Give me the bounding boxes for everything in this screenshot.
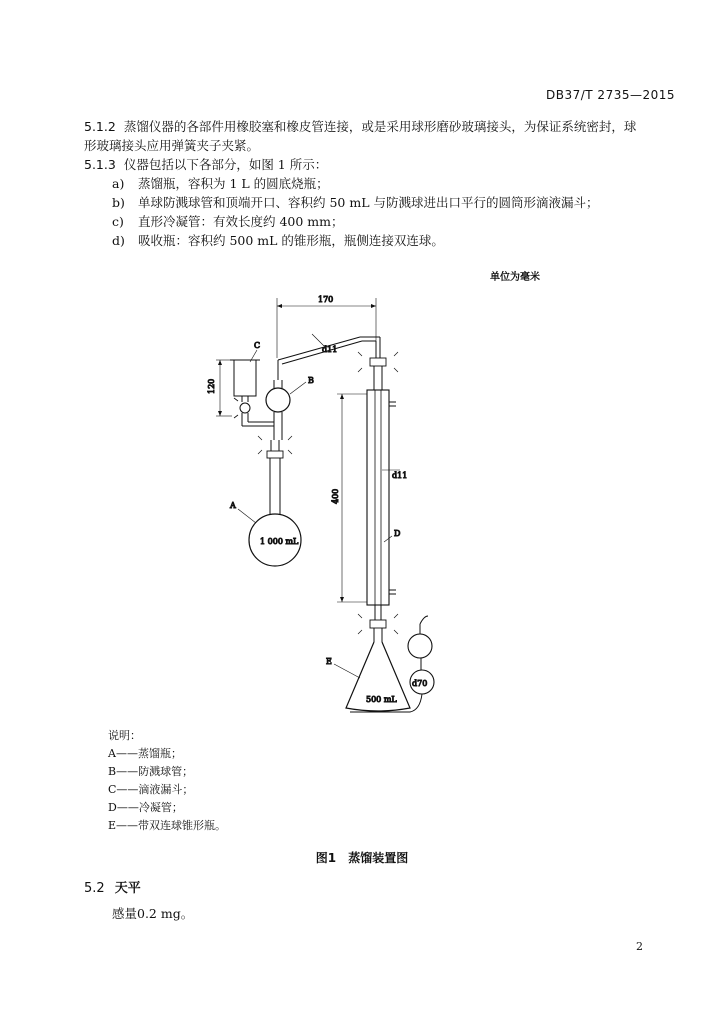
doc-code: DB37/T 2735—2015 (546, 88, 676, 102)
clause-number: 5.1.2 (84, 119, 116, 134)
d70-label: d70 (412, 679, 428, 688)
label-e: E (326, 657, 332, 666)
dim-400-label: 400 (331, 488, 340, 504)
clause-line: 仪器包括以下各部分，如图 1 所示： (123, 157, 328, 172)
clause-number: 5.1.3 (84, 157, 116, 172)
legend (108, 727, 226, 835)
clause-line: 形玻璃接头应用弹簧夹子夹紧。 (84, 138, 260, 153)
conical-volume-label: 500 mL (366, 695, 397, 704)
label-d: D (394, 529, 401, 538)
body-text: 感量0.2 mg。 (112, 906, 194, 921)
list-text: 直形冷凝管：有效长度约 400 mm； (138, 214, 344, 229)
legend-entry: A——蒸馏瓶； (108, 747, 182, 760)
dim-170-label: 170 (318, 295, 334, 304)
list-item-b (112, 193, 672, 212)
legend-title: 说明： (108, 729, 141, 742)
list-text: 单球防溅球管和顶端开口、容积约 50 mL 与防溅球进出口平行的圆筒形滴液漏斗； (138, 195, 599, 210)
legend-entry: B——防溅球管； (108, 765, 194, 778)
page-number: 2 (636, 940, 643, 953)
list-item-a (112, 174, 672, 193)
section-number: 5.2 (84, 881, 105, 896)
legend-entry: D——冷凝管； (108, 801, 183, 814)
section-title: 天平 (114, 881, 141, 896)
list-mark: b) (112, 195, 125, 210)
label-b: B (308, 376, 314, 385)
clause-line: 蒸馏仪器的各部件用橡胶塞和橡皮管连接，或是采用球形磨砂玻璃接头，为保证系统密封，球 (123, 119, 637, 134)
label-a: A (230, 501, 236, 510)
clause-5-1-3 (84, 155, 664, 174)
d11-top-label: d11 (322, 345, 338, 354)
d11-mid-label: d11 (392, 471, 408, 480)
flask-volume-label: 1 000 mL (260, 537, 299, 546)
list-mark: a) (112, 176, 125, 191)
legend-entry: E——带双连球锥形瓶。 (108, 819, 227, 832)
list-text: 吸收瓶：容积约 500 mL 的锥形瓶，瓶侧连接双连球。 (138, 233, 444, 248)
list-mark: d) (112, 233, 125, 248)
list-item-d (112, 231, 672, 250)
list-item-c (112, 212, 672, 231)
list-mark: c) (112, 214, 124, 229)
figure-caption: 图1 蒸馏装置图 (315, 851, 409, 865)
dim-120-label: 120 (207, 378, 216, 394)
list-text: 蒸馏瓶，容积为 1 L 的圆底烧瓶； (138, 176, 329, 191)
unit-note: 单位为毫米 (490, 272, 540, 283)
section-heading (84, 877, 141, 896)
label-c: C (254, 341, 261, 350)
distillation-apparatus-figure (200, 290, 470, 720)
clause-5-1-2 (84, 117, 664, 155)
legend-entry: C——滴液漏斗； (108, 783, 194, 796)
apparatus-drawing (200, 290, 470, 720)
